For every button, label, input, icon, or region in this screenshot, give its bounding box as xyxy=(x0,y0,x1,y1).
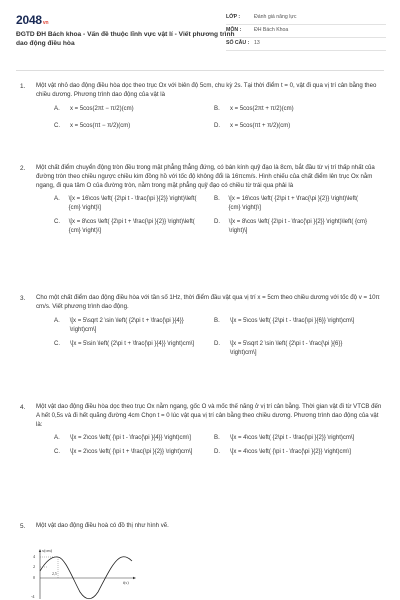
question-number: 3. xyxy=(20,295,26,302)
option-c[interactable] xyxy=(54,121,208,131)
option-letter: A. xyxy=(54,316,60,324)
meta-key: SỐ CÂU : xyxy=(226,40,250,47)
question-text: Một chất điểm chuyển động tròn đều trong mặt phẳng thẳng đứng, có bán kính quỹ đạo là 8cm, bắt đầu từ vị trí thấp nhất của đường tròn theo chiều ngược chiều kim đồng hồ với tốc độ không đổi là 16πcm/s. Hình chiếu của chất điểm lên trục Ox nằm ngang, đi qua tâm O của đường tròn, nằm trong mặt phẳng quỹ đạo có chiều từ trái qua phải là xyxy=(36,164,375,189)
option-d[interactable] xyxy=(214,218,368,236)
question-2 xyxy=(16,164,386,236)
option-letter: B. xyxy=(214,316,220,324)
option-text: \[x = 16\cos \left( {2\pi t - \frac{\pi }{2}} \right)\left( {cm} \right)\] xyxy=(68,196,197,212)
option-letter: A. xyxy=(54,104,60,112)
meta-value: ĐH Bách Khoa xyxy=(254,27,289,34)
option-text: \[x = 5\sqrt 2 \sin \left( {2\pi t + \frac{\pi }{4}} \right)cm\] xyxy=(69,317,184,333)
question-text: Một vật nhỏ dao động điều hòa dọc theo trục Ox với biên độ 5cm, chu kỳ 2s. Tại thời điểm t = 0, vật đi qua vị trí cân bằng theo chiều dương. Phương trình dao động của vật là xyxy=(36,82,377,98)
question-number: 1. xyxy=(20,83,26,90)
option-text: \[x = 16\cos \left( {2\pi t + \frac{\pi }{2}} \right)\left( {cm} \right)\] xyxy=(228,196,358,212)
y-tick-label: 4 xyxy=(33,554,36,559)
option-letter: B. xyxy=(214,195,220,203)
meta-value: 13 xyxy=(254,40,260,47)
option-letter: D. xyxy=(214,339,221,347)
option-letter: C. xyxy=(54,448,61,456)
option-text: \[x = 8\cos \left( {2\pi t - \frac{\pi }{2}} \right)\left( {cm} \right)\] xyxy=(228,219,368,235)
option-text: x = 5cos(2πt + π/2)(cm) xyxy=(230,105,294,112)
option-text: x = 5cos(2πt − π/2)(cm) xyxy=(70,105,134,112)
meta-value: Đánh giá năng lực xyxy=(254,14,297,21)
option-letter: A. xyxy=(54,195,60,203)
site-logo[interactable] xyxy=(16,12,48,29)
option-a[interactable] xyxy=(54,195,208,213)
meta-row-class xyxy=(226,12,386,25)
option-c[interactable] xyxy=(54,218,208,236)
y-tick-label: 0 xyxy=(33,575,36,580)
option-text: \[x = 5\sin \left( {2\pi t + \frac{\pi }{4}} \right)cm\] xyxy=(70,340,195,347)
option-b[interactable] xyxy=(214,316,368,335)
option-letter: C. xyxy=(54,339,61,347)
question-number: 4. xyxy=(20,404,26,411)
option-c[interactable] xyxy=(54,448,208,457)
option-d[interactable] xyxy=(214,121,368,131)
option-letter: D. xyxy=(214,448,221,456)
option-text: \[x = 8\cos \left( {2\pi t + \frac{\pi }{2}} \right)\left( {cm} \right)\] xyxy=(68,219,195,235)
question-number: 5. xyxy=(20,523,26,530)
options-grid xyxy=(54,316,386,358)
option-letter: A. xyxy=(54,434,60,442)
x-axis-label: t(s) xyxy=(123,580,129,585)
option-a[interactable] xyxy=(54,104,208,114)
meta-key: LỚP : xyxy=(226,14,241,21)
y-axis-label: x(cm) xyxy=(42,548,52,553)
time-annotation: 2,5 xyxy=(52,572,57,576)
option-a[interactable] xyxy=(54,434,208,443)
option-letter: B. xyxy=(214,104,220,112)
option-text: \[x = 4\cos \left( {\pi t - \frac{\pi }{2}} \right)cm\] xyxy=(230,449,351,456)
option-text: \[x = 2\cos \left( {\pi t + \frac{\pi }{2}} \right)cm\] xyxy=(70,449,193,456)
meta-row-count xyxy=(226,38,386,51)
options-grid xyxy=(54,434,386,457)
question-text: Một vật dao động điều hòa dọc theo trục Ox nằm ngang, gốc O và mốc thế năng ở vị trí cân bằng. Thời gian vật đi từ VTCB đến A hết 0,5s và đi hết quãng đường 4cm Chọn t = 0 lúc vật qua vị trí cân bằng theo chiều dương. Phương trình dao động của vật là: xyxy=(36,403,382,428)
option-text: \[x = 4\cos \left( {2\pi t - \frac{\pi }{2}} \right)cm\] xyxy=(230,435,355,442)
option-letter: D. xyxy=(214,218,221,226)
option-letter: D. xyxy=(214,121,221,129)
option-letter: C. xyxy=(54,121,61,129)
option-d[interactable] xyxy=(214,339,368,358)
meta-key: MÔN : xyxy=(226,27,242,34)
option-text: \[x = 2\cos \left( {\pi t - \frac{\pi }{4}} \right)cm\] xyxy=(70,435,191,442)
question-number: 2. xyxy=(20,165,26,172)
question-text: Một vật dao động điều hoà có đồ thị như hình vẽ. xyxy=(36,522,169,529)
question-text: Cho một chất điểm dao động điều hòa với tần số 1Hz, thời điểm đầu vật qua vị trí x = 5cm theo chiều dương với tốc độ v = 10π cm/s. Viết phương trình dao động. xyxy=(36,294,380,310)
oscillation-graph xyxy=(28,547,138,600)
option-text: \[x = 5\sqrt 2 \sin \left( {2\pi t - \frac{\pi }{6}} \right)cm\] xyxy=(229,340,343,356)
question-3 xyxy=(16,294,386,358)
question-1 xyxy=(16,82,386,131)
options-grid xyxy=(54,104,386,131)
option-b[interactable] xyxy=(214,104,368,114)
question-5 xyxy=(16,522,386,531)
y-axis-arrow xyxy=(39,549,41,552)
option-text: \[x = 5\cos \left( {2\pi t - \frac{\pi }{6}} \right)cm\] xyxy=(230,317,355,324)
document-header xyxy=(0,0,400,68)
meta-row-subject xyxy=(226,25,386,38)
option-letter: B. xyxy=(214,434,220,442)
option-c[interactable] xyxy=(54,339,208,358)
header-divider xyxy=(16,70,384,71)
x-axis-arrow xyxy=(133,577,136,579)
document-title: ĐGTD ĐH Bách khoa - Vấn đề thuộc lĩnh vực vật lí - Viết phương trình dao động điều hòa xyxy=(16,31,235,48)
option-b[interactable] xyxy=(214,434,368,443)
question-4 xyxy=(16,403,386,457)
option-a[interactable] xyxy=(54,316,208,335)
logo-suffix: vn xyxy=(42,20,49,26)
option-b[interactable] xyxy=(214,195,368,213)
option-text: x = 5cos(πt + π/2)(cm) xyxy=(230,122,291,129)
options-grid xyxy=(54,195,386,236)
meta-table xyxy=(226,12,386,51)
option-text: x = 5cos(πt − π/2)(cm) xyxy=(70,122,131,129)
y-tick-label: -4 xyxy=(31,594,35,599)
option-letter: C. xyxy=(54,218,61,226)
option-d[interactable] xyxy=(214,448,368,457)
logo-text: 2048 xyxy=(16,13,42,27)
y-tick-label: 2 xyxy=(33,564,36,569)
